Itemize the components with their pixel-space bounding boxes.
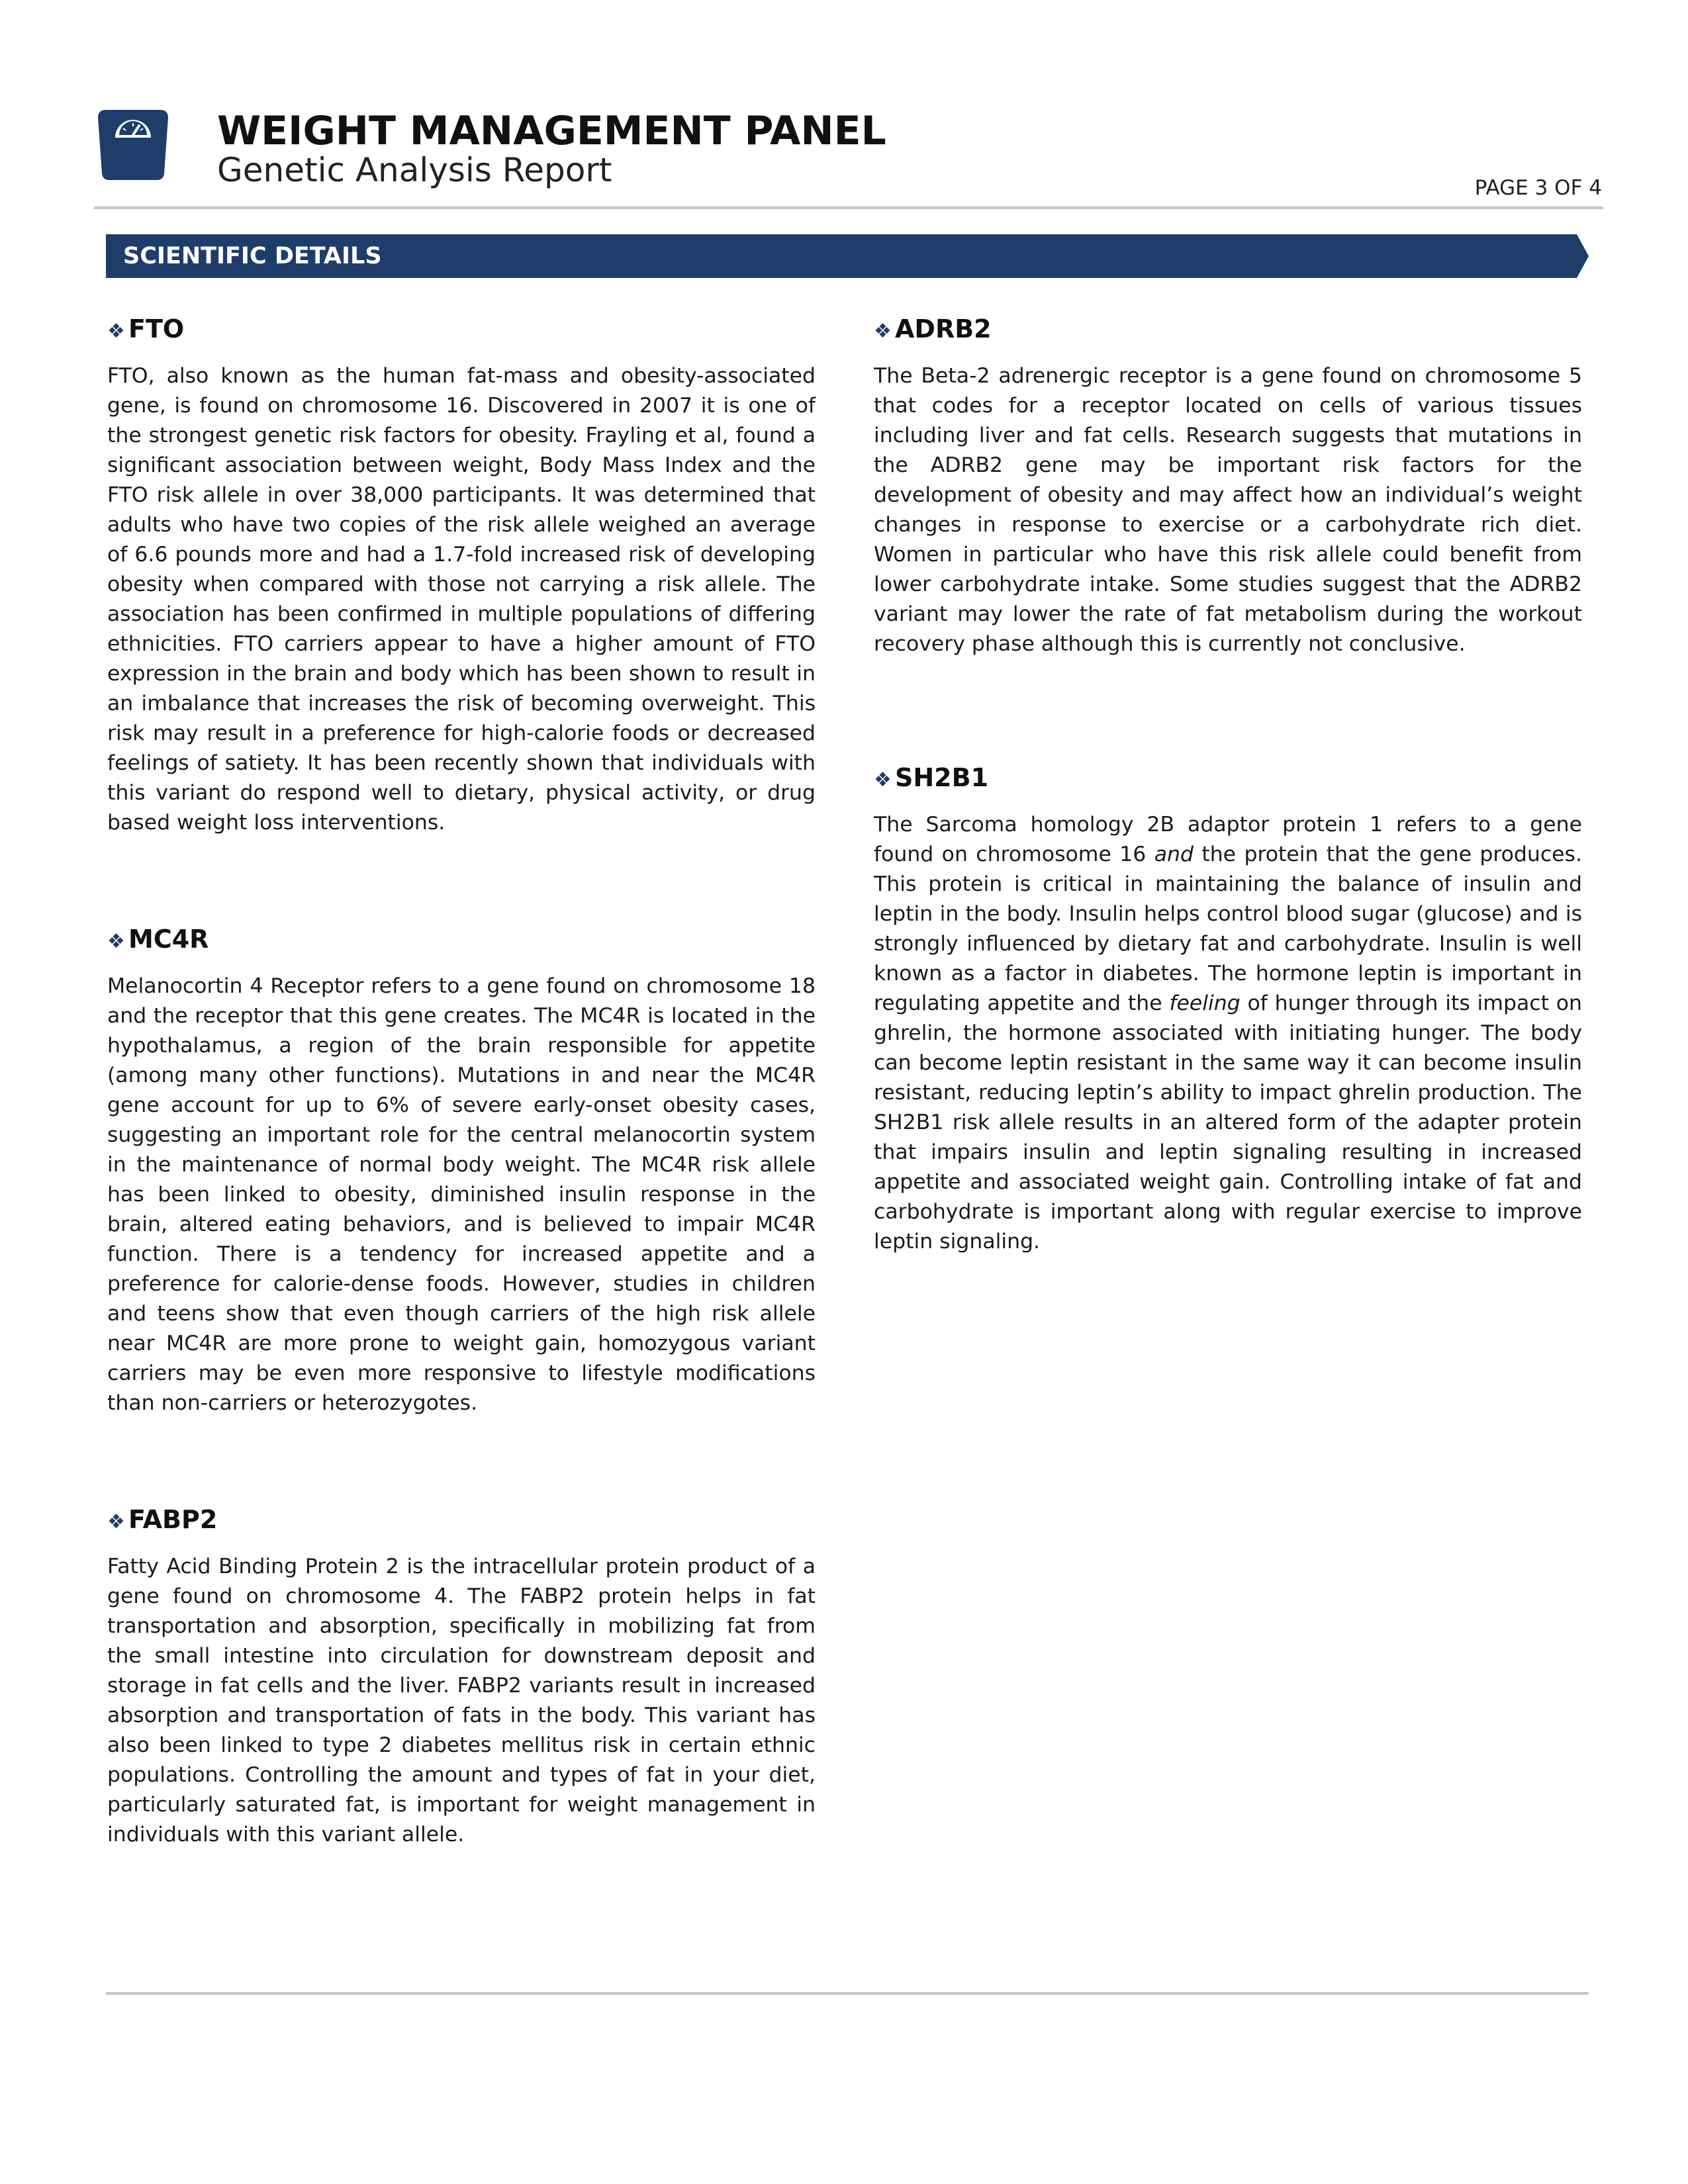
gene-section-sh2b1 xyxy=(874,760,1582,1257)
diamond-bullet-icon: ❖ xyxy=(874,320,892,343)
gene-name-mc4r: MC4R xyxy=(128,925,209,954)
diamond-bullet-icon: ❖ xyxy=(107,320,125,343)
gene-description-mc4r: Melanocortin 4 Receptor refers to a gene found on chromosome 18 and the receptor that this gene creates. The MC4R is located in the hypothalamus, a region of the brain responsible for appetite (among many other functions). Mutations in and near the MC4R gene account for up to 6% of severe early-onset obesity cases, suggesting an important role for the central melanocortin system in the maintenance of normal body weight. The MC4R risk allele has been linked to obesity, diminished insulin response in the brain, altered eating behaviors, and is believed to impair MC4R function. There is a tendency for increased appetite and a preference for calorie-dense foods. However, studies in children and teens show that even though carriers of the high risk allele near MC4R are more prone to weight gain, homozygous variant carriers may be even more responsive to lifestyle modifications than non-carriers or heterozygotes. xyxy=(107,974,816,1415)
diamond-bullet-icon: ❖ xyxy=(107,1510,125,1533)
gene-description-fto: FTO, also known as the human fat-mass and obesity-associated gene, is found on chromosome 16. Discovered in 2007 it is one of the strongest genetic risk factors for obesity. Frayling et al, found a significant association between weight, Body Mass Index and the FTO risk allele in over 38,000 participants. It was determined that adults who have two copies of the risk allele weighed an average of 6.6 pounds more and had a 1.7-fold increased risk of developing obesity when compared with those not carrying a risk allele. The association has been confirmed in multiple populations of differing ethnicities. FTO carriers appear to have a higher amount of FTO expression in the brain and body which has been shown to result in an imbalance that increases the risk of becoming overweight. This risk may result in a preference for high-calorie foods or decreased feelings of satiety. It has been recently shown that individuals with this variant do respond well to dietary, physical activity, or drug based weight loss interventions. xyxy=(107,364,816,835)
right-column xyxy=(874,311,1582,1257)
diamond-bullet-icon: ❖ xyxy=(107,930,125,953)
gene-heading-mc4r xyxy=(107,921,816,960)
report-subtitle: Genetic Analysis Report xyxy=(217,151,612,189)
footer-divider xyxy=(106,1992,1589,1995)
gene-description-sh2b1 xyxy=(874,810,1582,1257)
gene-heading-adrb2 xyxy=(874,311,1582,349)
gene-section-fto xyxy=(107,311,816,838)
section-title: SCIENTIFIC DETAILS xyxy=(123,243,382,269)
scale-icon xyxy=(94,106,172,183)
emphasis-text: and xyxy=(1154,842,1194,866)
gene-description-fabp2: Fatty Acid Binding Protein 2 is the intracellular protein product of a gene found on chromosome 4. The FABP2 protein helps in fat transportation and absorption, specifically in mobilizing fat from the small intestine into circulation for downstream deposit and storage in fat cells and the liver. FABP2 variants result in increased absorption and transportation of fats in the body. This variant has also been linked to type 2 diabetes mellitus risk in certain ethnic populations. Controlling the amount and types of fat in your diet, particularly saturated fat, is important for weight management in individuals with this variant allele. xyxy=(107,1555,816,1846)
spacer xyxy=(107,1418,816,1502)
spacer xyxy=(874,659,1582,760)
gene-heading-fto xyxy=(107,311,816,349)
gene-heading-fabp2 xyxy=(107,1502,816,1540)
page-indicator: PAGE 3 OF 4 xyxy=(1474,176,1602,200)
emphasis-text: feeling xyxy=(1169,991,1241,1015)
diamond-bullet-icon: ❖ xyxy=(874,768,892,792)
gene-name-fabp2: FABP2 xyxy=(128,1505,218,1534)
gene-name-adrb2: ADRB2 xyxy=(895,314,992,343)
gene-description-adrb2: The Beta-2 adrenergic receptor is a gene found on chromosome 5 that codes for a receptor located on cells of various tissues including liver and fat cells. Research suggests that mutations in the ADRB2 gene may be important risk factors for the development of obesity and may affect how an individual’s weight changes in response to exercise or a carbohydrate rich diet. Women in particular who have this risk allele could benefit from lower carbohydrate intake. Some studies suggest that the ADRB2 variant may lower the rate of fat metabolism during the workout recovery phase although this is currently not conclusive. xyxy=(874,364,1582,656)
spacer xyxy=(107,838,816,921)
gene-section-mc4r xyxy=(107,921,816,1418)
gene-description-sh2b1-part: of hunger through its impact on ghrelin, the hormone associated with initiating hunger. The body can become leptin resistant in the same way it can become insulin resistant, reducing leptin’s ability to impact ghrelin production. The SH2B1 risk allele results in an altered form of the adapter protein that impairs insulin and leptin signaling resulting in increased appetite and associated weight gain. Controlling intake of fat and carbohydrate is important along with regular exercise to improve leptin signaling. xyxy=(874,991,1582,1253)
header-divider xyxy=(94,206,1603,209)
gene-section-adrb2 xyxy=(874,311,1582,659)
section-banner xyxy=(106,234,1589,278)
left-column xyxy=(107,311,816,1850)
gene-section-fabp2 xyxy=(107,1502,816,1850)
gene-description-sh2b1-part: the protein that the gene produces. This protein is critical in maintaining the balance of insulin and leptin in the body. Insulin helps control blood sugar (glucose) and is strongly influenced by dietary fat and carbohydrate. Insulin is well known as a factor in diabetes. The hormone leptin is important in regulating appetite and the xyxy=(874,842,1582,1015)
report-title: WEIGHT MANAGEMENT PANEL xyxy=(217,108,886,154)
gene-name-fto: FTO xyxy=(128,314,185,343)
gene-heading-sh2b1 xyxy=(874,760,1582,798)
gene-name-sh2b1: SH2B1 xyxy=(895,763,989,792)
gene-description-sh2b1-part: The Sarcoma homology 2B adaptor protein 1 refers to a gene found on chromosome 16 xyxy=(874,813,1582,866)
